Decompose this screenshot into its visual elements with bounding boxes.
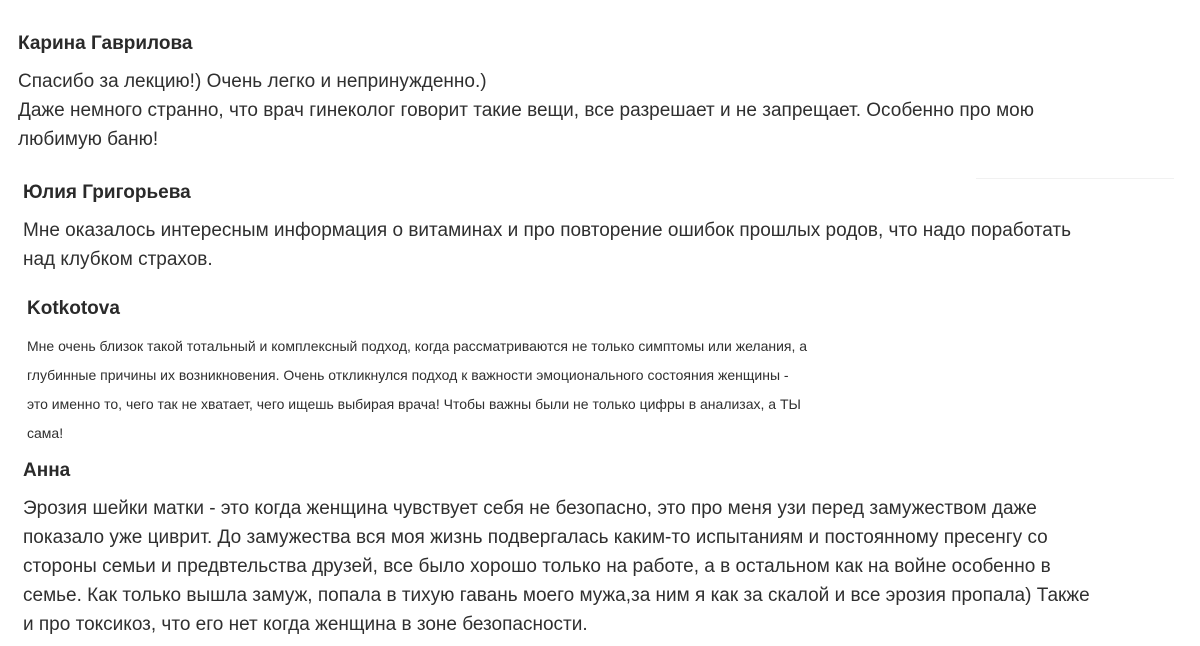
comment-text [18, 67, 1190, 154]
comment-text-line: Даже немного странно, что врач гинеколог говорит такие вещи, все разрешает и не запрещает. Особенно про мою [18, 100, 1034, 121]
comment-text-line: семье. Как только вышла замуж, попала в тихую гавань моего мужа,за ним я как за скалой и все эрозия пропала) Также [23, 585, 1090, 606]
comment-text-line: Мне оказалось интересным информация о витаминах и про повторение ошибок прошлых родов, что надо поработать [23, 220, 1072, 241]
comment-text [27, 332, 1199, 448]
comment-author: Kotkotova [27, 298, 120, 319]
comment-text [23, 494, 1195, 639]
comment-author: Юлия Григорьева [23, 182, 191, 203]
comment-text-line: показало уже циврит. До замужества вся моя жизнь подвергалась каким-то испытаниям и постоянному пресенгу со [23, 527, 1048, 548]
comment-item [27, 297, 1199, 448]
comment-author: Карина Гаврилова [18, 33, 193, 54]
comment-item [23, 181, 1195, 274]
comment-text-line: и про токсикоз, что его нет когда женщина в зоне безопасности. [23, 614, 588, 635]
comment-item [18, 32, 1190, 154]
comment-text [23, 216, 1195, 274]
comment-text-line: сама! [27, 425, 64, 441]
comment-text-line: стороны семьи и предвтельства друзей, все было хорошо только на работе, а в остальном как на войне особенно в [23, 556, 1051, 577]
comment-text-line: Мне очень близок такой тотальный и комплексный подход, когда рассматриваются не только симптомы или желания, а [27, 338, 808, 354]
comment-text-line: любимую баню! [18, 129, 159, 150]
comment-text-line: над клубком страхов. [23, 249, 213, 270]
comment-text-line: это именно то, чего так не хватает, чего ищешь выбирая врача! Чтобы важны были не только цифры в анализах, а ТЫ [27, 396, 801, 412]
comment-text-line: глубинные причины их возникновения. Очень откликнулся подход к важности эмоционального состояния женщины - [27, 367, 789, 383]
comment-item [23, 459, 1195, 639]
divider [976, 178, 1174, 179]
comment-text-line: Эрозия шейки матки - это когда женщина чувствует себя не безопасно, это про меня узи перед замужеством даже [23, 498, 1037, 519]
comment-text-line: Спасибо за лекцию!) Очень легко и непринужденно.) [18, 71, 487, 92]
comment-author: Анна [23, 460, 71, 481]
